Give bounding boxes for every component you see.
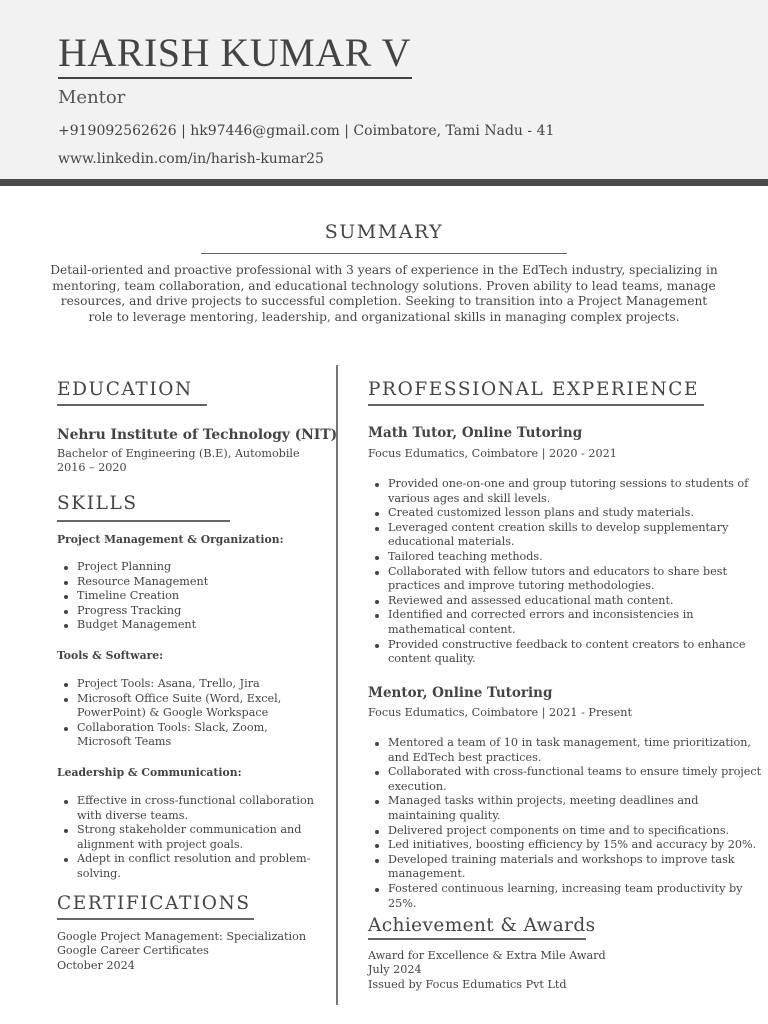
list-item: Timeline Creation bbox=[77, 589, 327, 604]
job-title: Mentor, Online Tutoring bbox=[368, 685, 553, 701]
list-item: Reviewed and assessed educational math content. bbox=[388, 594, 758, 609]
list-item: Progress Tracking bbox=[77, 604, 327, 619]
award-line: Award for Excellence & Extra Mile Award bbox=[368, 949, 606, 962]
summary-heading: SUMMARY bbox=[324, 221, 444, 243]
job-title: Math Tutor, Online Tutoring bbox=[368, 425, 583, 441]
list-item: Leveraged content creation skills to develop supplementary educational materials. bbox=[388, 521, 758, 550]
list-item: Delivered project components on time and to specifications. bbox=[388, 824, 768, 839]
skills-list-pm bbox=[57, 560, 327, 633]
education-school: Nehru Institute of Technology (NIT) bbox=[57, 427, 338, 443]
job-meta: Focus Edumatics, Coimbatore | 2020 - 2021 bbox=[368, 447, 617, 460]
list-item: Strong stakeholder communication and alignment with project goals. bbox=[77, 823, 322, 852]
certification-line: Google Career Certificates bbox=[57, 944, 209, 957]
job-bullets bbox=[368, 477, 758, 667]
candidate-name: HARISH KUMAR V bbox=[58, 30, 411, 75]
education-underline bbox=[57, 404, 207, 406]
list-item: Project Tools: Asana, Trello, Jira bbox=[77, 677, 322, 692]
list-item: Led initiatives, boosting efficiency by 15% and accuracy by 20%. bbox=[388, 838, 768, 853]
linkedin-url: www.linkedin.com/in/harish-kumar25 bbox=[58, 151, 324, 167]
skills-group-heading: Leadership & Communication: bbox=[57, 766, 242, 779]
award-line: Issued by Focus Edumatics Pvt Ltd bbox=[368, 978, 567, 991]
list-item: Created customized lesson plans and study materials. bbox=[388, 506, 758, 521]
header-divider bbox=[0, 179, 768, 186]
list-item: Tailored teaching methods. bbox=[388, 550, 758, 565]
skills-group-heading: Tools & Software: bbox=[57, 649, 164, 662]
job-bullets bbox=[368, 736, 768, 911]
list-item: Fostered continuous learning, increasing team productivity by 25%. bbox=[388, 882, 768, 911]
candidate-role: Mentor bbox=[58, 87, 126, 108]
education-heading: EDUCATION bbox=[57, 379, 193, 400]
list-item: Collaboration Tools: Slack, Zoom, Microsoft Teams bbox=[77, 721, 322, 750]
award-line: July 2024 bbox=[368, 963, 422, 976]
list-item: Provided constructive feedback to content creators to enhance content quality. bbox=[388, 638, 758, 667]
skills-group-heading: Project Management & Organization: bbox=[57, 533, 284, 546]
certifications-heading: CERTIFICATIONS bbox=[57, 893, 251, 914]
summary-underline bbox=[201, 253, 567, 254]
skills-list-tools bbox=[57, 677, 322, 750]
contact-details: +919092562626 | hk97446@gmail.com | Coimbatore, Tami Nadu - 41 bbox=[58, 123, 555, 139]
list-item: Budget Management bbox=[77, 618, 327, 633]
column-divider bbox=[336, 365, 338, 1005]
list-item: Collaborated with cross-functional teams to ensure timely project execution. bbox=[388, 765, 768, 794]
job-meta: Focus Edumatics, Coimbatore | 2021 - Present bbox=[368, 706, 632, 719]
list-item: Adept in conflict resolution and problem-solving. bbox=[77, 852, 322, 881]
list-item: Effective in cross-functional collaboration with diverse teams. bbox=[77, 794, 322, 823]
certification-line: October 2024 bbox=[57, 959, 135, 972]
experience-heading: PROFESSIONAL EXPERIENCE bbox=[368, 379, 700, 400]
certifications-underline bbox=[57, 918, 254, 920]
awards-heading: Achievement & Awards bbox=[368, 915, 596, 936]
education-degree: Bachelor of Engineering (B.E), Automobile bbox=[57, 447, 300, 460]
list-item: Project Planning bbox=[77, 560, 327, 575]
list-item: Managed tasks within projects, meeting deadlines and maintaining quality. bbox=[388, 794, 768, 823]
awards-underline bbox=[368, 938, 586, 940]
list-item: Resource Management bbox=[77, 575, 327, 590]
skills-underline bbox=[57, 520, 230, 522]
certification-line: Google Project Management: Specialization bbox=[57, 930, 307, 943]
list-item: Developed training materials and workshops to improve task management. bbox=[388, 853, 768, 882]
name-underline bbox=[58, 77, 412, 79]
skills-list-leadership bbox=[57, 794, 322, 882]
experience-underline bbox=[368, 404, 704, 406]
list-item: Provided one-on-one and group tutoring sessions to students of various ages and skill levels. bbox=[388, 477, 758, 506]
list-item: Microsoft Office Suite (Word, Excel, PowerPoint) & Google Workspace bbox=[77, 692, 322, 721]
list-item: Mentored a team of 10 in task management, time prioritization, and EdTech best practices. bbox=[388, 736, 768, 765]
summary-text: Detail-oriented and proactive professional with 3 years of experience in the EdTech industry, specializing in mentoring, team collaboration, and educational technology solutions. Proven ability to lead teams, manage resources, and drive projects to successful completion. Seeking to transition into a Project Management role to leverage mentoring, leadership, and organizational skills in managing complex projects. bbox=[50, 263, 718, 324]
list-item: Identified and corrected errors and inconsistencies in mathematical content. bbox=[388, 608, 758, 637]
skills-heading: SKILLS bbox=[57, 493, 138, 514]
list-item: Collaborated with fellow tutors and educators to share best practices and improve tutoring methodologies. bbox=[388, 565, 758, 594]
education-years: 2016 – 2020 bbox=[57, 461, 127, 474]
